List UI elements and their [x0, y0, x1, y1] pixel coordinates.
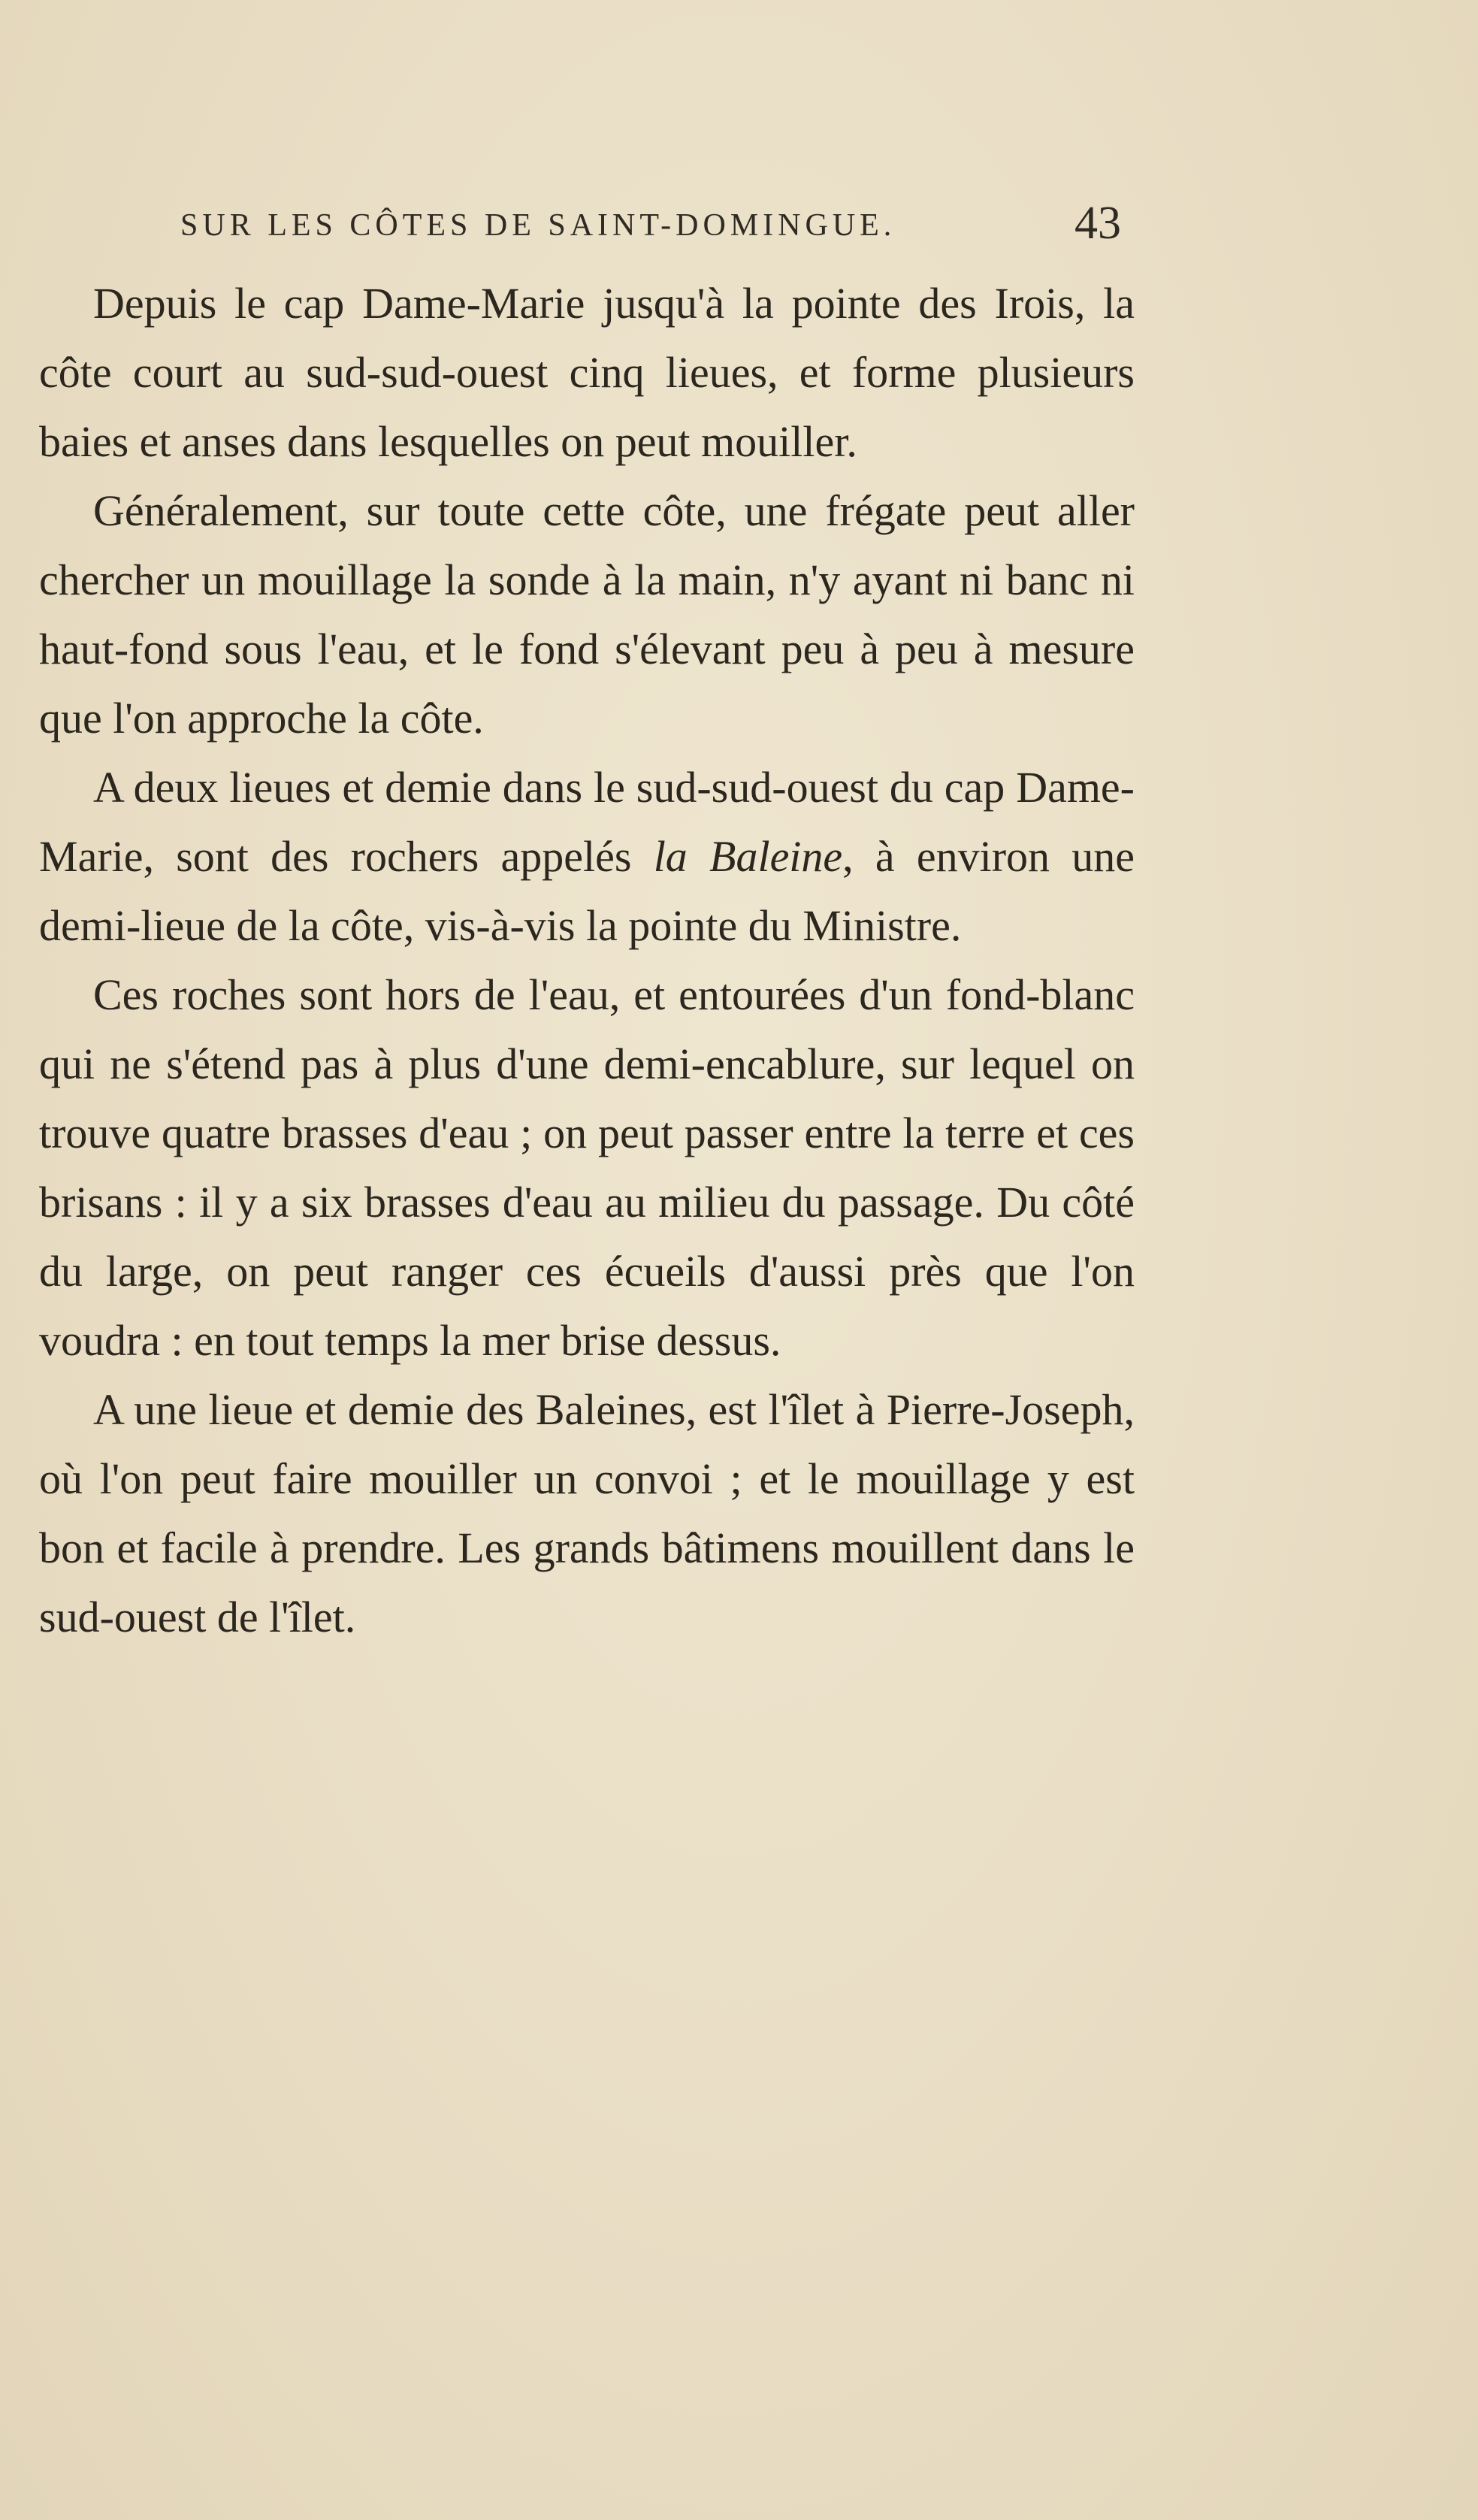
paragraph-4: Ces roches sont hors de l'eau, et entourées d'un fond-blanc qui ne s'étend pas à plus d'une demi-encablure, sur lequel on trouve quatre brasses d'eau ; on peut passer entre la terre et ces brisans : il y a six brasses d'eau au milieu du passage. Du côté du large, on peut ranger ces écueils d'aussi près que l'on voudra : en tout temps la mer brise dessus.: [39, 970, 1135, 1365]
italic-place-name: la Baleine: [653, 832, 843, 881]
paragraph-5: A une lieue et demie des Baleines, est l'îlet à Pierre-Joseph, où l'on peut faire mouiller un convoi ; et le mouillage y est bon et facile à prendre. Les grands bâtimens mouillent dans le sud-ouest de l'îlet.: [39, 1385, 1135, 1641]
body-text: [39, 269, 1135, 1652]
paragraph-2: Généralement, sur toute cette côte, une frégate peut aller chercher un mouillage la sonde à la main, n'y ayant ni banc ni haut-fond sous l'eau, et le fond s'élevant peu à peu à mesure que l'on approche la côte.: [39, 486, 1135, 743]
paragraph-3: [39, 753, 1135, 961]
page-number: 43: [1074, 198, 1121, 249]
paragraph-1: Depuis le cap Dame-Marie jusqu'à la pointe des Irois, la côte court au sud-sud-ouest cinq lieues, et forme plusieurs baies et anses dans lesquelles on peut mouiller.: [39, 279, 1135, 466]
paragraph-3-before-text: A deux lieues et demie dans le sud-sud-ouest du cap Dame-Marie, sont des rochers appelés: [39, 763, 1135, 881]
running-title: SUR LES CÔTES DE SAINT-DOMINGUE.: [180, 208, 896, 243]
paragraph-3-after-text: , à environ une demi-lieue de la côte, vis-à-vis la pointe du Ministre.: [39, 832, 1135, 950]
page-header: [0, 0, 1478, 301]
